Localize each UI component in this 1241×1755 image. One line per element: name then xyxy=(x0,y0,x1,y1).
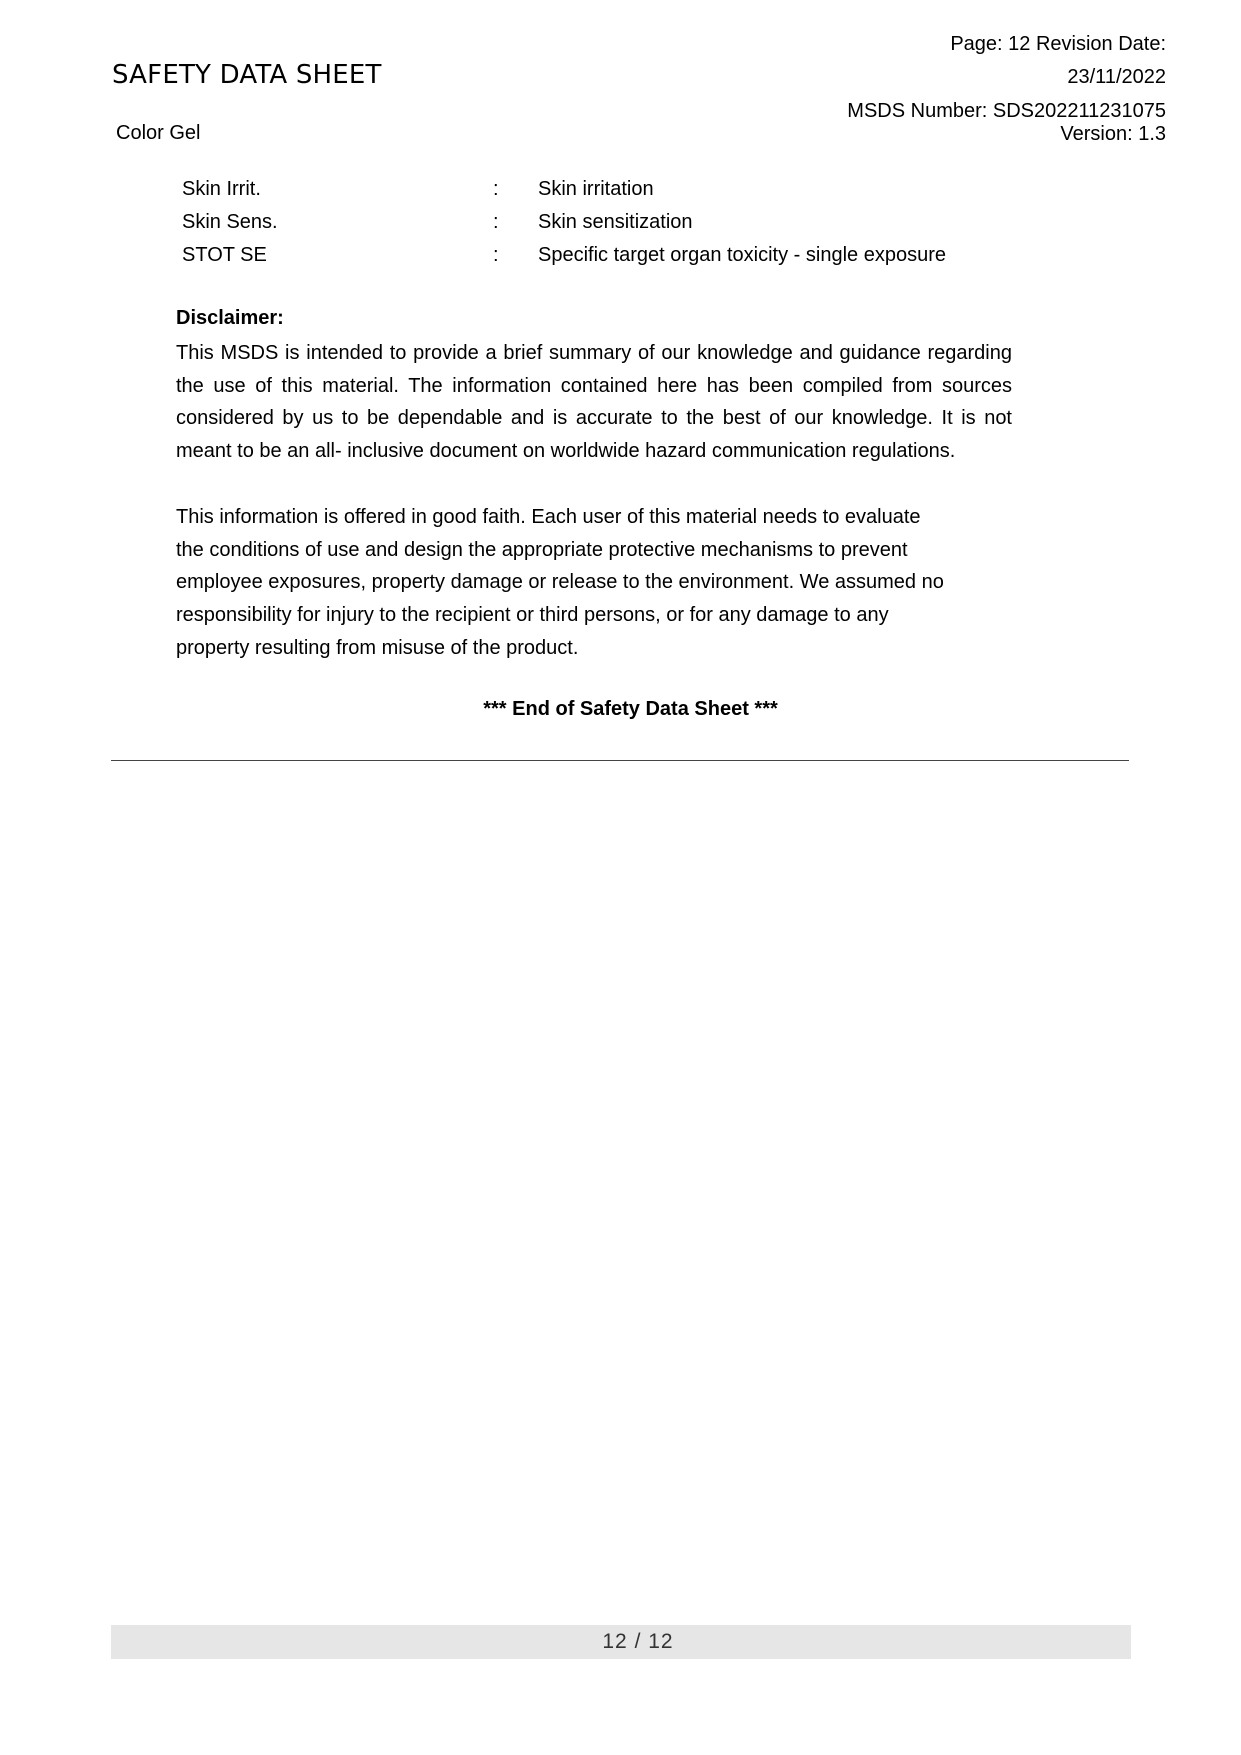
end-of-sheet-text: *** End of Safety Data Sheet *** xyxy=(483,698,778,720)
revision-date: 23/11/2022 xyxy=(1067,66,1166,88)
disclaimer-paragraph: This MSDS is intended to provide a brief summary of our knowledge and guidance regarding the use of this material. The information contained here has been compiled from sources considered by us to be dependable and is accurate to the best of our knowledge. It is not meant to be an all- inclusive document on worldwide hazard communication regulations. xyxy=(176,342,1012,463)
msds-number: MSDS Number: SDS202211231075 xyxy=(847,100,1166,122)
abbreviation-key: Skin Irrit. xyxy=(182,178,261,200)
paragraph-line: employee exposures, property damage or release to the environment. We assumed no xyxy=(176,571,944,594)
abbreviation-row xyxy=(182,211,1082,244)
abbreviation-value: Skin irritation xyxy=(538,178,654,200)
abbreviation-key: Skin Sens. xyxy=(182,211,278,233)
abbreviation-key: STOT SE xyxy=(182,244,267,266)
page-footer xyxy=(111,1625,1131,1659)
horizontal-divider xyxy=(111,760,1129,761)
end-of-sheet-marker xyxy=(0,698,1241,721)
abbreviation-list xyxy=(182,178,1082,277)
good-faith-paragraph xyxy=(176,501,1012,665)
paragraph-line: responsibility for injury to the recipient or third persons, or for any damage to any xyxy=(176,604,889,627)
page-counter-wrap xyxy=(111,1625,1131,1659)
paragraph-line: property resulting from misuse of the product. xyxy=(176,636,579,659)
paragraph-line: the conditions of use and design the appropriate protective mechanisms to prevent xyxy=(176,538,908,561)
abbreviation-separator: : xyxy=(493,244,499,266)
abbreviation-row xyxy=(182,178,1082,211)
page-revision-label: Page: 12 Revision Date: xyxy=(950,33,1166,55)
abbreviation-separator: : xyxy=(493,178,499,200)
abbreviation-value: Specific target organ toxicity - single exposure xyxy=(538,244,946,266)
product-name: Color Gel xyxy=(116,122,201,144)
version-label: Version: 1.3 xyxy=(1060,123,1166,145)
abbreviation-separator: : xyxy=(493,211,499,233)
paragraph-line: This information is offered in good faith. Each user of this material needs to evaluate xyxy=(176,506,921,528)
disclaimer-heading: Disclaimer: xyxy=(176,307,284,329)
abbreviation-value: Skin sensitization xyxy=(538,211,693,233)
page-counter: 12 / 12 xyxy=(602,1630,674,1653)
abbreviation-row xyxy=(182,244,1082,277)
document-title: SAFETY DATA SHEET xyxy=(112,60,382,90)
